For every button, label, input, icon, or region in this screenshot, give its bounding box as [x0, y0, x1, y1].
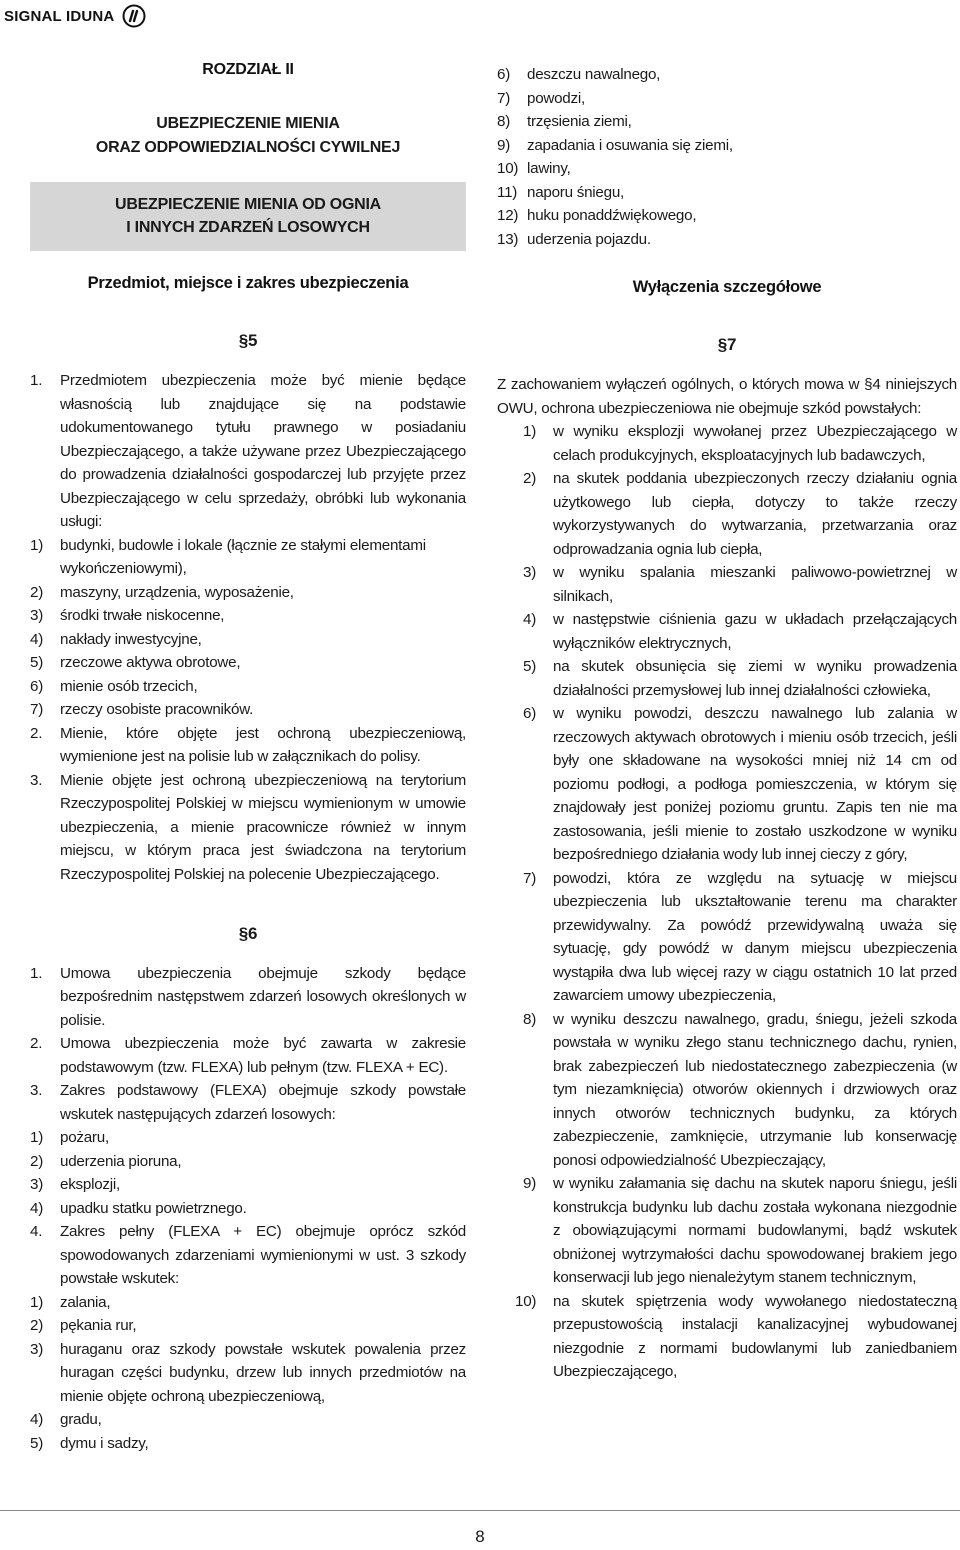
sub-text: pożaru, — [60, 1129, 109, 1146]
list-item — [497, 63, 957, 87]
sub-text: mienie osób trzecich, — [60, 677, 198, 695]
numbered-item — [30, 1220, 466, 1291]
chapter-title-line: ORAZ ODPOWIEDZIALNOŚCI CYWILNEJ — [95, 139, 401, 156]
sub-item — [30, 628, 466, 652]
sub-number: 1) — [30, 536, 44, 554]
list-text: naporu śniegu, — [527, 183, 624, 201]
sub-text: rzeczy osobiste pracowników. — [60, 701, 254, 718]
list-text: uderzenia pojazdu. — [527, 230, 651, 248]
sub-item — [30, 604, 466, 628]
sub-text: budynki, budowle i lokale (łącznie ze stałymi elementami wykończeniowymi), — [60, 536, 426, 577]
sub-item — [30, 1173, 466, 1197]
list-number: 9) — [523, 1175, 537, 1192]
sub-number: 1) — [30, 1129, 44, 1146]
sub-number: 2) — [30, 1317, 44, 1334]
list-number: 8) — [523, 1010, 537, 1028]
section-box — [30, 182, 466, 251]
paragraph-sign: §6 — [238, 924, 258, 943]
list-item — [497, 1290, 957, 1384]
sub-number: 4) — [30, 1411, 44, 1428]
brand-name: SIGNAL IDUNA — [4, 7, 115, 25]
numbered-item — [30, 769, 466, 887]
sub-item — [30, 1432, 466, 1456]
left-column — [30, 58, 466, 1455]
item-number: 3. — [30, 771, 43, 789]
list-text: w wyniku deszczu nawalnego, gradu, śniegu, jeżeli szkoda powstała w wyniku złego stanu technicznego dachu, rynien, brak zabezpieczeń lub niedostatecznego zabezpieczenia (w tym niezamknięcia) otworów okiennych i drzwiowych oraz innych otworów technicznych budynku, za których zabezpieczenie, zamknięcie, utrzymanie lub konserwację ponosi odpowiedzialność Ubezpieczający, — [553, 1010, 957, 1169]
list-number: 1) — [523, 423, 537, 440]
item-text: Mienie, które objęte jest ochroną ubezpieczeniową, wymienione jest na polisie lub w załącznikach do polisy. — [60, 724, 466, 765]
sub-number: 3) — [30, 1176, 44, 1193]
list-item — [497, 1008, 957, 1173]
list-item — [497, 867, 957, 1008]
item-text: Mienie objęte jest ochroną ubezpieczeniową na terytorium Rzeczypospolitej Polskiej w miejscu wymienionym w umowie ubezpieczenia, a mienie pracownicze również w innym miejscu, w którym praca jest świadczona na terytorium Rzeczypospolitej Polskiej na polecenie Ubezpieczającego. — [60, 771, 466, 883]
section-box-line: I INNYCH ZDARZEŃ LOSOWYCH — [126, 219, 370, 236]
sub-text: nakłady inwestycyjne, — [60, 630, 202, 648]
brand-header — [4, 4, 146, 28]
sub-text: gradu, — [60, 1411, 102, 1428]
list-item — [497, 1172, 957, 1290]
numbered-item — [30, 1079, 466, 1126]
sub-item — [30, 1291, 466, 1315]
list-item — [497, 702, 957, 867]
item-number: 1. — [30, 372, 43, 389]
list-text: w wyniku powodzi, deszczu nawalnego lub zalania w rzeczowych aktywach obrotowych i mieniu osób trzecich, jeśli były one składowane na wysokości mniej niż 14 cm od poziomu podłogi, a podłoga pomieszczenia, w którym się znajdowały jest poniżej poziomu gruntu. Zapis ten nie ma zastosowania, jeśli mienie to zostało uszkodzone w wyniku bezpośredniego działania wody lub innej cieczy z góry, — [553, 705, 957, 863]
list-number: 8) — [497, 113, 511, 130]
list-item — [497, 110, 957, 134]
numbered-item — [30, 722, 466, 769]
list-number: 9) — [497, 136, 511, 154]
list-number: 5) — [523, 658, 537, 675]
list-text: powodzi, — [527, 89, 585, 107]
list-item — [497, 87, 957, 111]
section-title: Wyłączenia szczegółowe — [632, 278, 822, 296]
chapter-title-line: UBEZPIECZENIE MIENIA — [156, 115, 340, 132]
list-number: 10) — [497, 160, 519, 177]
list-item — [497, 157, 957, 181]
list-item — [497, 181, 957, 205]
sub-item — [30, 1197, 466, 1221]
sub-number: 2) — [30, 583, 44, 601]
section-box-line: UBEZPIECZENIE MIENIA OD OGNIA — [115, 196, 381, 213]
list-text: deszczu nawalnego, — [527, 66, 661, 83]
sub-item — [30, 651, 466, 675]
sub-item — [30, 1126, 466, 1150]
paragraph-sign: §7 — [717, 334, 737, 354]
list-item — [497, 228, 957, 252]
list-item — [497, 467, 957, 561]
item-text: Umowa ubezpieczenia może być zawarta w zakresie podstawowym (tzw. FLEXA) lub pełnym (tzw. FLEXA + EC). — [60, 1035, 466, 1076]
sub-item — [30, 534, 466, 581]
item-number: 4. — [30, 1223, 43, 1240]
sub-item — [30, 675, 466, 699]
list-text: lawiny, — [527, 160, 571, 177]
sub-number: 1) — [30, 1293, 44, 1311]
list-number: 6) — [523, 705, 537, 722]
item-number: 2. — [30, 1035, 43, 1052]
sub-text: pękania rur, — [60, 1317, 137, 1334]
intro-paragraph: Z zachowaniem wyłączeń ogólnych, o których mowa w §4 niniejszych OWU, ochrona ubezpieczeniowa nie obejmuje szkód powstałych: — [497, 376, 957, 417]
list-number: 11) — [497, 183, 518, 201]
numbered-item — [30, 962, 466, 1033]
list-number: 3) — [523, 564, 537, 581]
right-column — [497, 63, 957, 1384]
sub-number: 4) — [30, 1199, 44, 1217]
sub-item — [30, 1408, 466, 1432]
sub-item — [30, 1314, 466, 1338]
list-text: huku ponaddźwiękowego, — [527, 207, 697, 224]
sub-item — [30, 1150, 466, 1174]
list-number: 12) — [497, 207, 519, 224]
list-item — [497, 420, 957, 467]
sub-number: 3) — [30, 1340, 44, 1358]
list-number: 10) — [515, 1292, 537, 1310]
sub-text: środki trwałe niskocenne, — [60, 607, 225, 624]
sub-item — [30, 1338, 466, 1409]
sub-text: dymu i sadzy, — [60, 1434, 149, 1452]
list-text: na skutek poddania ubezpieczonych rzeczy działaniu ognia użytkowego lub ciepła, dotyczy to także rzeczy wykorzystywanych do wytwarzania, przetwarzania oraz odprowadzania ognia lub ciepła, — [553, 470, 957, 558]
paragraph-sign: §5 — [238, 330, 258, 350]
numbered-item — [30, 369, 466, 534]
list-number: 7) — [523, 869, 537, 887]
list-item — [497, 561, 957, 608]
chapter-heading: ROZDZIAŁ II — [202, 61, 294, 78]
sub-item — [30, 698, 466, 722]
list-text: powodzi, która ze względu na sytuację w miejscu ubezpieczenia lub ukształtowanie terenu ma charakter przewidywalny. Za powódź przewidywalną uważa się sytuację, gdy powódź w danym miejscu ubezpieczenia wystąpiła dwa lub więcej razy w ciągu ostatnich 10 lat przed zawarciem umowy ubezpieczenia, — [553, 869, 957, 1004]
sub-number: 6) — [30, 677, 44, 695]
list-item — [497, 655, 957, 702]
sub-number: 3) — [30, 607, 44, 624]
list-number: 6) — [497, 66, 511, 83]
list-text: zapadania i osuwania się ziemi, — [527, 136, 733, 154]
numbered-item — [30, 1032, 466, 1079]
signal-iduna-logo-icon — [122, 4, 146, 28]
chapter-title — [30, 112, 466, 160]
sub-number: 4) — [30, 630, 44, 648]
list-text: w wyniku spalania mieszanki paliwowo-powietrznej w silnikach, — [553, 564, 957, 605]
sub-text: eksplozji, — [60, 1176, 120, 1193]
sub-text: uderzenia pioruna, — [60, 1152, 182, 1170]
list-number: 2) — [523, 470, 537, 487]
item-number: 3. — [30, 1082, 43, 1099]
sub-item — [30, 581, 466, 605]
list-item — [497, 608, 957, 655]
page-number: 8 — [475, 1527, 485, 1546]
list-number: 7) — [497, 89, 511, 107]
list-number: 13) — [497, 230, 519, 248]
item-text: Zakres podstawowy (FLEXA) obejmuje szkody powstałe wskutek następujących zdarzeń losowych: — [60, 1082, 466, 1123]
list-text: w wyniku załamania się dachu na skutek naporu śniegu, jeśli konstrukcja budynku lub dachu została wykonana niezgodnie z obowiązującymi normami budowlanymi, bądź wskutek obniżonej wytrzymałości dachu spowodowanej brakiem jego konserwacji lub jego nienależytym stanem technicznym, — [553, 1175, 957, 1286]
list-text: na skutek obsunięcia się ziemi w wyniku prowadzenia działalności przemysłowej lub innej działalności człowieka, — [553, 658, 957, 699]
sub-text: upadku statku powietrznego. — [60, 1199, 247, 1217]
sub-number: 5) — [30, 654, 44, 671]
sub-text: maszyny, urządzenia, wyposażenie, — [60, 583, 294, 601]
sub-text: huraganu oraz szkody powstałe wskutek powalenia przez huragan części budynku, drzew lub innych przedmiotów na mienie objęte ochroną ubezpieczeniową, — [60, 1340, 466, 1405]
section-title: Przedmiot, miejsce i zakres ubezpieczenia — [87, 274, 409, 292]
list-text: trzęsienia ziemi, — [527, 113, 632, 130]
list-text: na skutek spiętrzenia wody wywołanego niedostateczną przepustowością instalacji kanalizacyjnej wybudowanej niezgodnie z normami budowlanymi lub zaniedbaniem Ubezpieczającego, — [553, 1292, 957, 1380]
item-text: Przedmiotem ubezpieczenia może być mienie będące własnością lub znajdujące się na podstawie udokumentowanego tytułu prawnego w posiadaniu Ubezpieczającego, a także używane przez Ubezpieczającego do prowadzenia działalności gospodarczej lub przyjęte przez Ubezpieczającego w celu sprzedaży, obróbki lub wykonania usługi: — [60, 372, 466, 530]
sub-number: 2) — [30, 1152, 44, 1170]
footer-divider — [0, 1510, 960, 1511]
list-number: 4) — [523, 611, 537, 628]
item-number: 2. — [30, 724, 43, 742]
sub-text: zalania, — [60, 1293, 111, 1311]
list-item — [497, 134, 957, 158]
list-text: w następstwie ciśnienia gazu w układach przełączających wyłączników elektrycznych, — [553, 611, 957, 652]
sub-number: 7) — [30, 701, 44, 718]
list-text: w wyniku eksplozji wywołanej przez Ubezpieczającego w celach produkcyjnych, eksploatacyjnych lub badawczych, — [553, 423, 957, 464]
sub-number: 5) — [30, 1434, 44, 1452]
sub-text: rzeczowe aktywa obrotowe, — [60, 654, 241, 671]
item-text: Zakres pełny (FLEXA + EC) obejmuje oprócz szkód spowodowanych zdarzeniami wymienionymi w ust. 3 szkody powstałe wskutek: — [60, 1223, 466, 1287]
item-number: 1. — [30, 964, 43, 982]
list-item — [497, 204, 957, 228]
item-text: Umowa ubezpieczenia obejmuje szkody będące bezpośrednim następstwem zdarzeń losowych określonych w polisie. — [60, 964, 466, 1029]
